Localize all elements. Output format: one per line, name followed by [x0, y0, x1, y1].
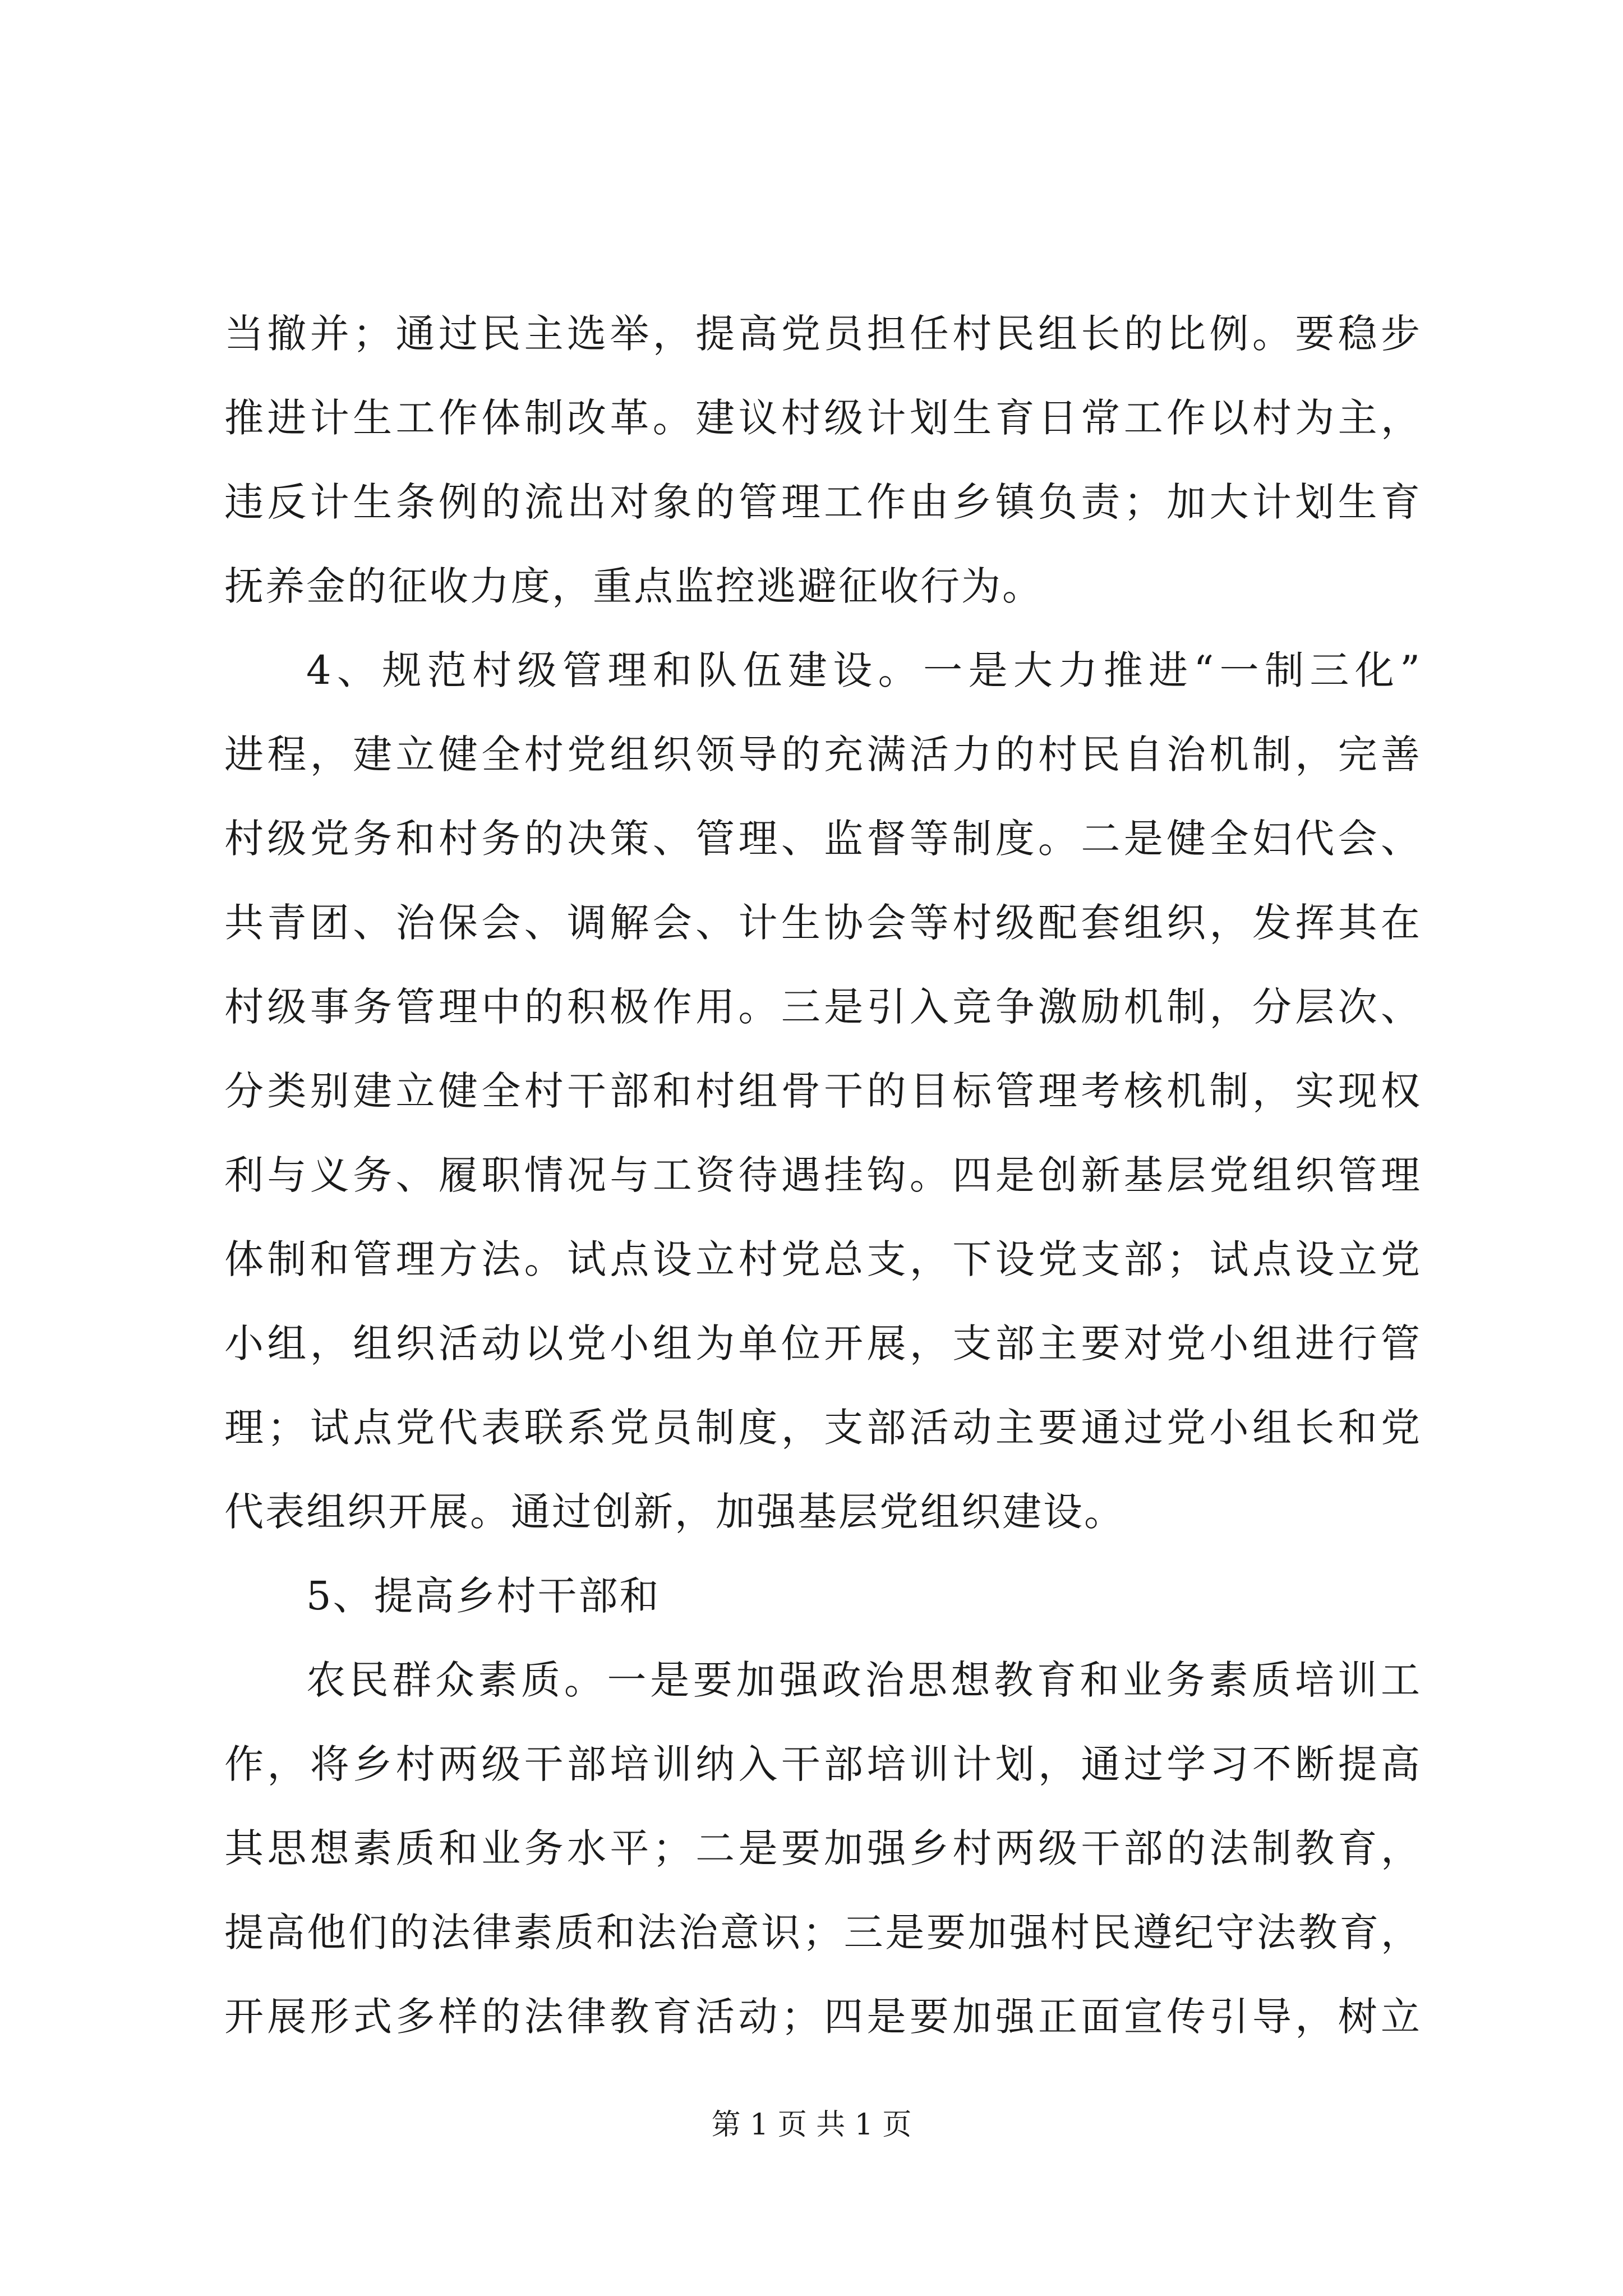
text-line: 当撤并；通过民主选举，提高党员担任村民组长的比例。要稳步: [224, 311, 1422, 357]
text-line: 进程，建立健全村党组织领导的充满活力的村民自治机制，完善: [224, 731, 1422, 777]
text-line: 其思想素质和业务水平；二是要加强乡村两级干部的法制教育，: [224, 1825, 1422, 1871]
text-line: 作，将乡村两级干部培训纳入干部培训计划，通过学习不断提高: [224, 1741, 1422, 1787]
text-line: 村级事务管理中的积极作用。三是引入竞争激励机制，分层次、: [224, 984, 1422, 1030]
text-line: 抚养金的征收力度，重点监控逃避征收行为。: [224, 563, 1043, 609]
text-line: 体制和管理方法。试点设立村党总支，下设党支部；试点设立党: [224, 1236, 1422, 1282]
text-line: 分类别建立健全村干部和村组骨干的目标管理考核机制，实现权: [224, 1068, 1422, 1114]
text-line: 村级党务和村务的决策、管理、监督等制度。二是健全妇代会、: [224, 816, 1422, 862]
text-line: 违反计生条例的流出对象的管理工作由乡镇负责；加大计划生育: [224, 479, 1422, 525]
text-line: 4、规范村级管理和队伍建设。一是大力推进“一制三化”: [306, 647, 1422, 693]
text-line: 利与义务、履职情况与工资待遇挂钩。四是创新基层党组织管理: [224, 1152, 1422, 1198]
text-line: 代表组织开展。通过创新，加强基层党组织建设。: [224, 1489, 1125, 1535]
text-line: 理；试点党代表联系党员制度，支部活动主要通过党小组长和党: [224, 1405, 1422, 1451]
text-line: 小组，组织活动以党小组为单位开展，支部主要对党小组进行管: [224, 1320, 1422, 1366]
text-line: 5、提高乡村干部和: [306, 1573, 661, 1619]
text-line: 开展形式多样的法律教育活动；四是要加强正面宣传引导，树立: [224, 1994, 1422, 2040]
page-number-footer: 第 1 页 共 1 页: [711, 2108, 912, 2142]
text-line: 共青团、治保会、调解会、计生协会等村级配套组织，发挥其在: [224, 900, 1422, 946]
text-line: 推进计生工作体制改革。建议村级计划生育日常工作以村为主，: [224, 395, 1422, 441]
text-line: 提高他们的法律素质和法治意识；三是要加强村民遵纪守法教育，: [224, 1910, 1422, 1955]
document-body: [224, 292, 1422, 2059]
text-line: 农民群众素质。一是要加强政治思想教育和业务素质培训工: [306, 1657, 1422, 1703]
